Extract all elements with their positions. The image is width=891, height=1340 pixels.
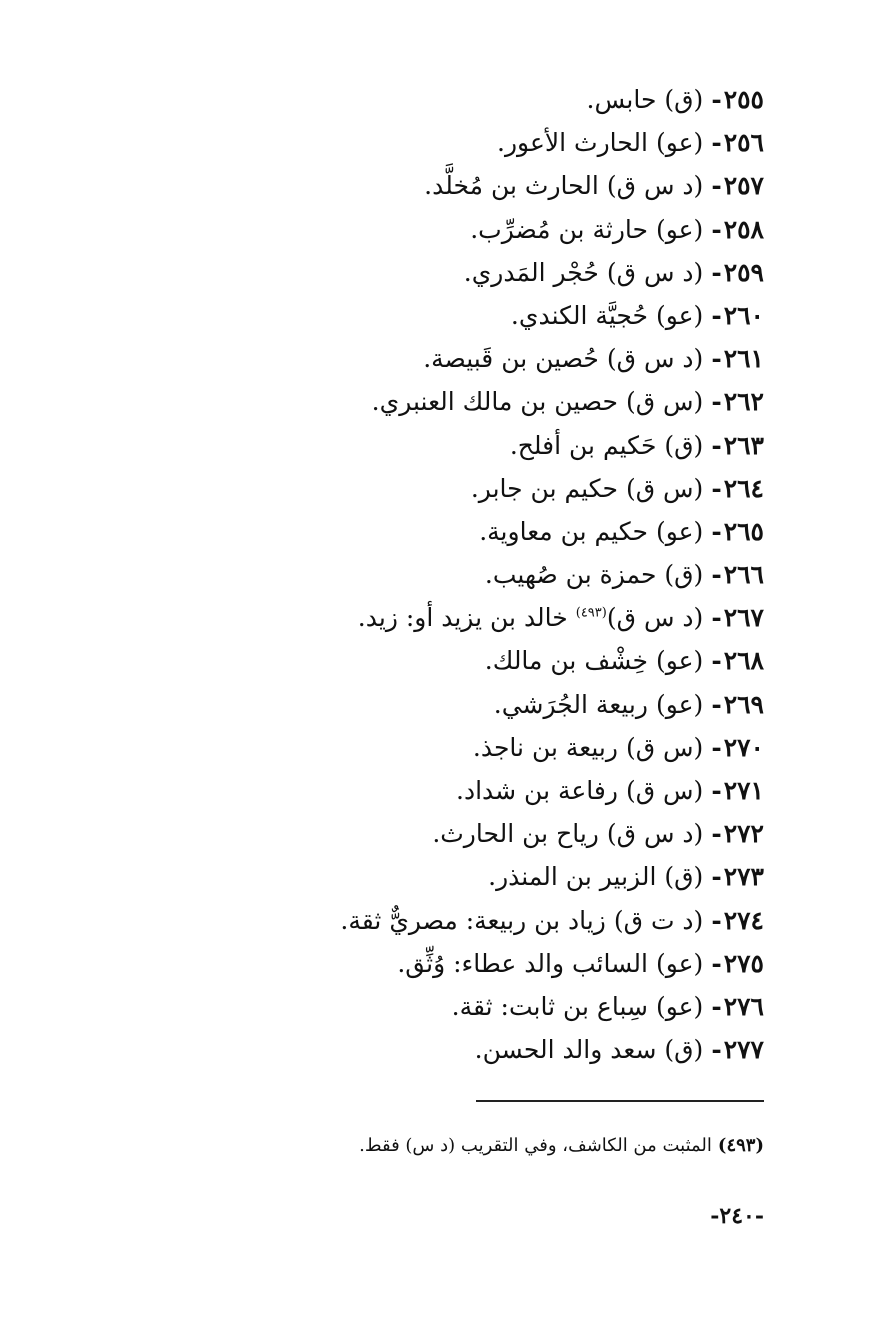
entry-number: ٢٦٨ bbox=[723, 646, 764, 676]
entry-period: . bbox=[484, 646, 493, 676]
list-item bbox=[244, 985, 764, 1028]
entry-sigla: (د س ق) bbox=[606, 819, 704, 849]
entry-dash: - bbox=[711, 991, 722, 1021]
entry-sigla: (د س ق) bbox=[606, 257, 704, 287]
entry-dash: - bbox=[711, 1035, 722, 1065]
entry-period: . bbox=[451, 991, 460, 1021]
entry-dash: - bbox=[711, 171, 722, 201]
entry-number: ٢٧٤ bbox=[723, 905, 764, 935]
entry-dash: - bbox=[711, 257, 722, 287]
list-item bbox=[244, 510, 764, 553]
entry-sigla: (ق) bbox=[664, 1035, 704, 1065]
list-item bbox=[244, 164, 764, 207]
entry-name: رفاعة بن شداد bbox=[463, 776, 618, 805]
entry-sigla: (عو) bbox=[655, 300, 704, 330]
entry-sigla: (عو) bbox=[655, 646, 704, 676]
entry-sigla: (ق) bbox=[664, 862, 704, 892]
entry-dash: - bbox=[711, 560, 722, 590]
entry-number: ٢٦٧ bbox=[723, 603, 764, 633]
entry-sigla: (ق) bbox=[664, 85, 704, 114]
entry-name: حكيم بن معاوية bbox=[487, 516, 648, 546]
entry-name: حمزة بن صُهيب bbox=[492, 560, 657, 590]
entry-period: . bbox=[371, 387, 380, 417]
entry-number: ٢٥٧ bbox=[723, 171, 764, 201]
entry-dash: - bbox=[711, 128, 722, 158]
entry-name: ربيعة الجُرَشي bbox=[501, 689, 648, 719]
entry-number: ٢٧٦ bbox=[723, 991, 764, 1021]
entry-number: ٢٧٣ bbox=[723, 862, 764, 892]
entry-sigla: (عو) bbox=[655, 214, 704, 244]
entry-sigla: (عو) bbox=[655, 991, 704, 1021]
entry-number: ٢٦٩ bbox=[723, 689, 764, 719]
entry-dash: - bbox=[711, 603, 722, 633]
entry-name: سعد والد الحسن bbox=[482, 1035, 657, 1065]
list-item bbox=[244, 294, 764, 337]
entry-sigla: (ق) bbox=[664, 560, 704, 590]
entry-name: حَكيم بن أفلح bbox=[517, 430, 657, 460]
page-number: -٢٤٠- bbox=[710, 1203, 764, 1229]
entry-period: . bbox=[357, 603, 366, 633]
entry-period: . bbox=[474, 1035, 483, 1065]
entry-number: ٢٦٤ bbox=[723, 473, 764, 503]
entry-sigla: (عو) bbox=[655, 516, 704, 546]
entry-number: ٢٦٢ bbox=[723, 387, 764, 417]
entry-sigla: (عو) bbox=[655, 948, 704, 978]
entry-number: ٢٥٥ bbox=[723, 85, 764, 114]
list-item bbox=[244, 424, 764, 467]
entry-number: ٢٦٥ bbox=[723, 516, 764, 546]
entry-dash: - bbox=[711, 905, 722, 935]
entry-number: ٢٥٨ bbox=[723, 214, 764, 244]
entry-dash: - bbox=[711, 646, 722, 676]
entry-name: حارثة بن مُضرِّب bbox=[478, 214, 648, 244]
entry-period: . bbox=[493, 689, 502, 719]
list-item bbox=[244, 683, 764, 726]
entry-period: . bbox=[424, 171, 433, 201]
entry-period: . bbox=[509, 430, 518, 460]
entry-name: خالد بن يزيد أو: زيد bbox=[365, 603, 568, 633]
list-item bbox=[244, 899, 764, 942]
entry-sigla: (س ق) bbox=[625, 473, 704, 503]
entry-dash: - bbox=[711, 344, 722, 374]
footnote-marker: (٤٩٣) bbox=[717, 1135, 764, 1156]
list-item bbox=[244, 769, 764, 812]
entry-name: حابس bbox=[594, 85, 657, 114]
narrator-list bbox=[244, 78, 764, 1071]
entry-dash: - bbox=[711, 732, 722, 762]
entry-name: حُصين بن قَبيصة bbox=[431, 344, 599, 374]
entry-name: رياح بن الحارث bbox=[440, 819, 599, 849]
entry-period: . bbox=[463, 257, 472, 287]
entry-period: . bbox=[510, 300, 519, 330]
entry-sigla: (د س ق) bbox=[606, 171, 704, 201]
entry-sigla: (س ق) bbox=[625, 387, 704, 417]
entry-dash: - bbox=[711, 214, 722, 244]
entry-number: ٢٦٣ bbox=[723, 430, 764, 460]
entry-number: ٢٦٠ bbox=[723, 300, 764, 330]
entry-dash: - bbox=[711, 819, 722, 849]
entry-number: ٢٧٧ bbox=[723, 1035, 764, 1065]
entry-name: حكيم بن جابر bbox=[478, 473, 618, 503]
footnote bbox=[244, 1135, 764, 1156]
entry-number: ٢٦١ bbox=[723, 344, 764, 374]
entry-name: الزبير بن المنذر bbox=[496, 862, 657, 892]
entry-dash: - bbox=[711, 516, 722, 546]
entry-dash: - bbox=[711, 473, 722, 503]
list-item bbox=[244, 337, 764, 380]
entry-sigla: (د س ق) bbox=[606, 344, 704, 374]
entry-period: . bbox=[432, 819, 441, 849]
entry-sigla: (عو) bbox=[655, 689, 704, 719]
entry-name: زياد بن ربيعة: مصريٌّ ثقة bbox=[348, 905, 606, 935]
entry-period: . bbox=[470, 473, 479, 503]
entry-sigla: (س ق) bbox=[625, 732, 704, 762]
list-item bbox=[244, 1028, 764, 1071]
entry-period: . bbox=[586, 85, 595, 114]
entry-dash: - bbox=[711, 776, 722, 805]
entry-period: . bbox=[484, 560, 493, 590]
entry-dash: - bbox=[711, 430, 722, 460]
entry-name: حُجْر المَدري bbox=[471, 257, 599, 287]
list-item bbox=[244, 639, 764, 682]
list-item bbox=[244, 942, 764, 985]
entry-name: حُجيَّة الكندي bbox=[518, 300, 648, 330]
list-item bbox=[244, 812, 764, 855]
entry-period: . bbox=[479, 516, 488, 546]
entry-number: ٢٥٦ bbox=[723, 128, 764, 158]
entry-period: . bbox=[472, 732, 481, 762]
entry-dash: - bbox=[711, 85, 722, 114]
entry-period: . bbox=[497, 128, 505, 158]
list-item bbox=[244, 208, 764, 251]
entry-period: . bbox=[455, 776, 464, 805]
list-item bbox=[244, 121, 764, 164]
entry-number: ٢٥٩ bbox=[723, 257, 764, 287]
entry-dash: - bbox=[711, 689, 722, 719]
entry-sigla: (عو) bbox=[655, 128, 704, 158]
entry-name: الحارث بن مُخلَّد bbox=[432, 171, 599, 201]
footnote-text: المثبت من الكاشف، وفي التقريب (د س) فقط. bbox=[359, 1135, 712, 1156]
list-item bbox=[244, 855, 764, 898]
entry-sigla: (ق) bbox=[664, 430, 704, 460]
entry-dash: - bbox=[711, 387, 722, 417]
entry-name: ربيعة بن ناجذ bbox=[480, 732, 618, 762]
entry-sigla: (س ق) bbox=[625, 776, 704, 805]
entry-number: ٢٧٢ bbox=[723, 819, 764, 849]
entry-number: ٢٧١ bbox=[723, 776, 764, 805]
entry-name: سِباع بن ثابت: ثقة bbox=[459, 991, 648, 1021]
list-item bbox=[244, 596, 764, 639]
list-item bbox=[244, 467, 764, 510]
entry-dash: - bbox=[711, 948, 722, 978]
entry-period: . bbox=[488, 862, 497, 892]
entry-name: السائب والد عطاء: وُثِّق bbox=[405, 948, 648, 978]
entry-name: خِشْف بن مالك bbox=[492, 646, 648, 676]
entry-period: . bbox=[397, 948, 406, 978]
footnote-separator bbox=[476, 1100, 764, 1102]
entry-sigla: (د س ق) bbox=[606, 603, 704, 633]
entry-period: . bbox=[470, 214, 479, 244]
list-item bbox=[244, 553, 764, 596]
list-item bbox=[244, 251, 764, 294]
entry-number: ٢٧٥ bbox=[723, 948, 764, 978]
list-item bbox=[244, 78, 764, 121]
list-item bbox=[244, 380, 764, 423]
entry-name: حصين بن مالك العنبري bbox=[379, 387, 618, 417]
entry-dash: - bbox=[711, 300, 722, 330]
entry-number: ٢٦٦ bbox=[723, 560, 764, 590]
entry-period: . bbox=[423, 344, 432, 374]
entry-sigla: (د ت ق) bbox=[613, 905, 704, 935]
entry-number: ٢٧٠ bbox=[723, 732, 764, 762]
entry-name: الحارث الأعور bbox=[504, 128, 648, 158]
entry-dash: - bbox=[711, 862, 722, 892]
entry-period: . bbox=[340, 905, 349, 935]
list-item bbox=[244, 726, 764, 769]
footnote-reference: (٤٩٣) bbox=[575, 605, 607, 621]
